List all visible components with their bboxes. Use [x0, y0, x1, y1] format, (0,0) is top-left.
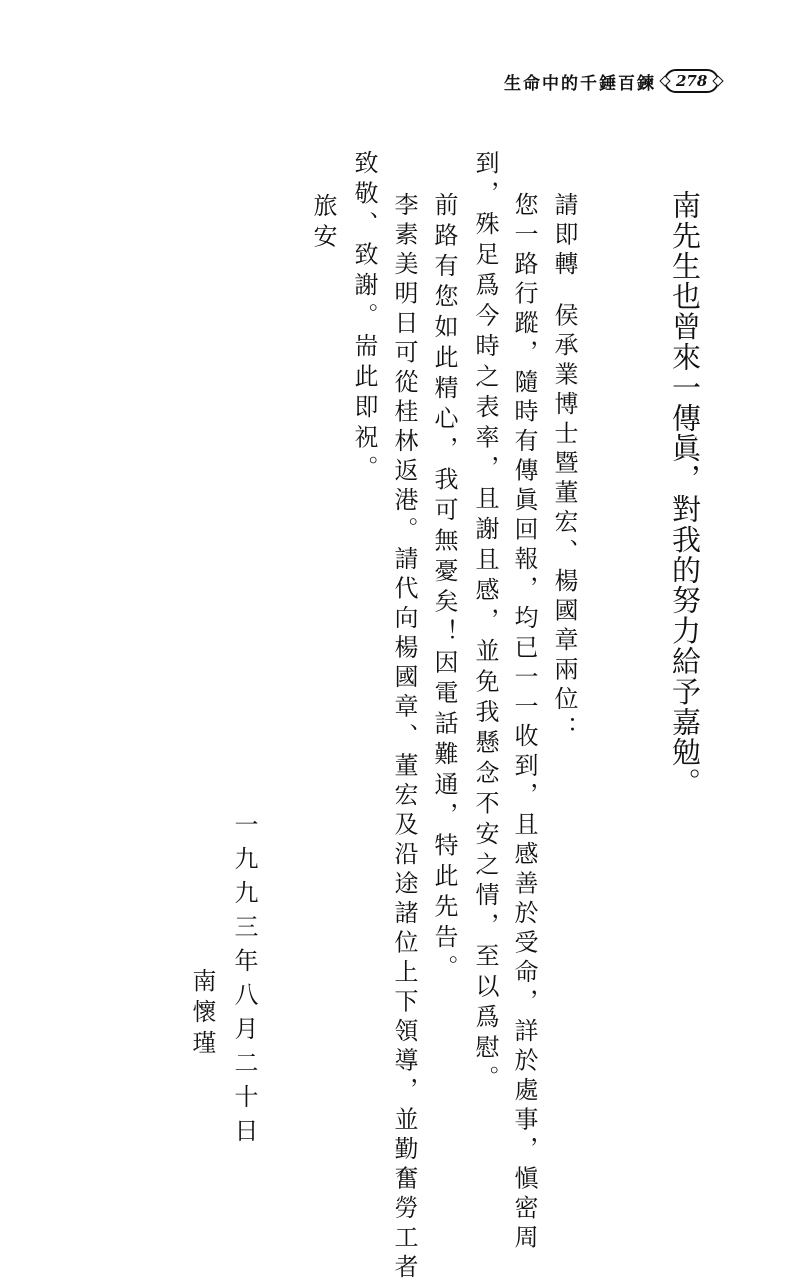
salutation-column: [552, 192, 576, 745]
para2-line1: 前路有您如此精心，我可無憂矣！因電話難通，特此先告。: [430, 192, 458, 985]
signature-column: 南懷瑾: [188, 968, 216, 1061]
closing-column: 旅安: [309, 193, 337, 254]
para1-line1: 您一路行蹤，隨時有傳眞回報，均已一一收到，且感善於受命，詳於處事，愼密周: [510, 192, 538, 1254]
intro-column: 南先生也曾來一傳眞，對我的努力給予嘉勉。: [668, 190, 702, 798]
date-column: 一九九三年八月二十日: [230, 812, 258, 1152]
page-number: 278: [664, 69, 719, 93]
book-title: 生命中的千錘百鍊: [504, 73, 656, 94]
para1-line2: 到，殊足爲今時之表率，且謝且感，並免我懸念不安之情，至以爲慰。: [471, 150, 499, 1096]
para3-line2: 致敬、致謝。耑此即祝。: [350, 150, 378, 486]
salutation-names: 侯承業博士暨董宏、楊國章兩位：: [550, 302, 578, 745]
running-header: [504, 66, 719, 96]
salutation-prefix: 請即轉: [550, 192, 578, 281]
para3-line1: 李素美明日可從桂林返港。請代向楊國章、董宏及沿途諸位上下領導，並勤奮勞工者: [390, 192, 418, 1284]
